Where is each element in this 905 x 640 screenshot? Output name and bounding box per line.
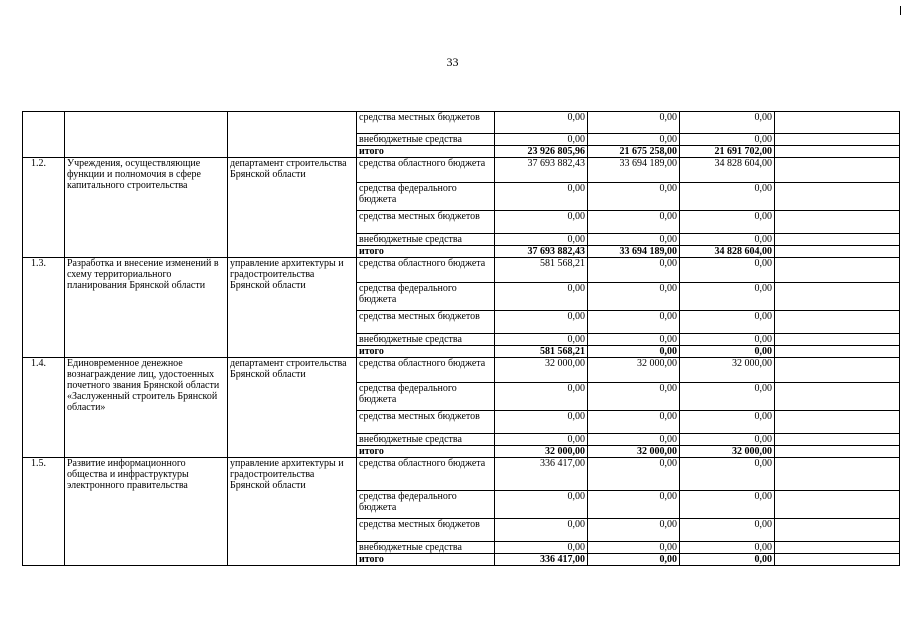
amount-cell: 0,00 [588, 411, 680, 434]
amount-cell: 0,00 [495, 519, 588, 542]
amount-cell: 336 417,00 [495, 458, 588, 491]
funding-source-cell: средства областного бюджета [357, 258, 495, 283]
amount-cell: 23 926 805,96 [495, 146, 588, 158]
funding-source-cell: внебюджетные средства [357, 134, 495, 146]
funding-source-cell: итого [357, 346, 495, 358]
empty-cell [775, 519, 900, 542]
funding-source-cell: средства областного бюджета [357, 458, 495, 491]
amount-cell: 0,00 [588, 519, 680, 542]
funding-source-cell: средства местных бюджетов [357, 519, 495, 542]
amount-cell: 32 000,00 [495, 446, 588, 458]
funding-source-cell: средства федерального бюджета [357, 383, 495, 411]
empty-cell [775, 554, 900, 566]
amount-cell: 0,00 [680, 554, 775, 566]
budget-table [22, 111, 900, 566]
amount-cell: 0,00 [680, 346, 775, 358]
amount-cell: 0,00 [588, 346, 680, 358]
funding-source-cell: средства федерального бюджета [357, 283, 495, 311]
empty-cell [775, 311, 900, 334]
empty-cell [775, 411, 900, 434]
amount-cell: 0,00 [495, 542, 588, 554]
table-row [23, 358, 900, 383]
executor-cell: управление архитектуры и градостроительства Брянской области [228, 458, 357, 566]
amount-cell: 0,00 [588, 183, 680, 211]
amount-cell: 0,00 [588, 542, 680, 554]
amount-cell: 21 691 702,00 [680, 146, 775, 158]
amount-cell: 37 693 882,43 [495, 246, 588, 258]
executor-cell: департамент строительства Брянской области [228, 358, 357, 458]
empty-cell [775, 112, 900, 134]
funding-source-cell: итого [357, 554, 495, 566]
amount-cell: 0,00 [588, 458, 680, 491]
funding-source-cell: средства местных бюджетов [357, 112, 495, 134]
amount-cell: 0,00 [680, 542, 775, 554]
funding-source-cell: средства местных бюджетов [357, 311, 495, 334]
empty-cell [775, 134, 900, 146]
amount-cell: 32 000,00 [680, 358, 775, 383]
amount-cell: 32 000,00 [680, 446, 775, 458]
amount-cell: 0,00 [680, 234, 775, 246]
amount-cell: 37 693 882,43 [495, 158, 588, 183]
table-row [23, 158, 900, 183]
funding-source-cell: средства федерального бюджета [357, 183, 495, 211]
amount-cell: 0,00 [588, 491, 680, 519]
executor-cell: управление архитектуры и градостроительства Брянской области [228, 258, 357, 358]
executor-cell [228, 112, 357, 158]
amount-cell: 0,00 [680, 211, 775, 234]
item-number-cell: 1.4. [23, 358, 65, 458]
amount-cell: 0,00 [680, 458, 775, 491]
funding-source-cell: средства федерального бюджета [357, 491, 495, 519]
item-number-cell: 1.3. [23, 258, 65, 358]
item-name-cell [65, 112, 228, 158]
amount-cell: 0,00 [495, 211, 588, 234]
amount-cell: 0,00 [680, 334, 775, 346]
empty-cell [775, 542, 900, 554]
amount-cell: 581 568,21 [495, 258, 588, 283]
amount-cell: 0,00 [495, 383, 588, 411]
empty-cell [775, 334, 900, 346]
amount-cell: 0,00 [680, 112, 775, 134]
amount-cell: 336 417,00 [495, 554, 588, 566]
amount-cell: 0,00 [588, 234, 680, 246]
amount-cell: 0,00 [680, 491, 775, 519]
empty-cell [775, 183, 900, 211]
amount-cell: 0,00 [588, 383, 680, 411]
amount-cell: 0,00 [588, 311, 680, 334]
empty-cell [775, 491, 900, 519]
item-name-cell: Развитие информационного общества и инфраструктуры электронного правительства [65, 458, 228, 566]
funding-source-cell: внебюджетные средства [357, 334, 495, 346]
table-row [23, 458, 900, 491]
amount-cell: 33 694 189,00 [588, 158, 680, 183]
amount-cell: 0,00 [680, 311, 775, 334]
amount-cell: 34 828 604,00 [680, 158, 775, 183]
executor-cell: департамент строительства Брянской области [228, 158, 357, 258]
funding-source-cell: средства местных бюджетов [357, 211, 495, 234]
funding-source-cell: итого [357, 446, 495, 458]
table-row [23, 258, 900, 283]
item-name-cell: Учреждения, осуществляющие функции и полномочия в сфере капитального строительства [65, 158, 228, 258]
amount-cell: 0,00 [495, 491, 588, 519]
item-number-cell [23, 112, 65, 158]
amount-cell: 0,00 [495, 234, 588, 246]
amount-cell: 0,00 [588, 434, 680, 446]
item-number-cell: 1.5. [23, 458, 65, 566]
funding-source-cell: внебюджетные средства [357, 234, 495, 246]
funding-source-cell: средства областного бюджета [357, 158, 495, 183]
amount-cell: 0,00 [495, 411, 588, 434]
funding-source-cell: итого [357, 246, 495, 258]
amount-cell: 0,00 [495, 434, 588, 446]
funding-source-cell: внебюджетные средства [357, 434, 495, 446]
amount-cell: 0,00 [680, 519, 775, 542]
item-name-cell: Единовременное денежное вознаграждение лиц, удостоенных почетного звания Брянской области «Заслуженный строитель Брянской области» [65, 358, 228, 458]
amount-cell: 33 694 189,00 [588, 246, 680, 258]
table-row [23, 112, 900, 134]
amount-cell: 581 568,21 [495, 346, 588, 358]
empty-cell [775, 446, 900, 458]
amount-cell: 0,00 [495, 112, 588, 134]
amount-cell: 0,00 [680, 434, 775, 446]
amount-cell: 32 000,00 [588, 358, 680, 383]
funding-source-cell: итого [357, 146, 495, 158]
amount-cell: 0,00 [495, 311, 588, 334]
empty-cell [775, 434, 900, 446]
empty-cell [775, 258, 900, 283]
amount-cell: 0,00 [680, 134, 775, 146]
amount-cell: 0,00 [495, 334, 588, 346]
empty-cell [775, 458, 900, 491]
empty-cell [775, 146, 900, 158]
funding-source-cell: средства местных бюджетов [357, 411, 495, 434]
empty-cell [775, 211, 900, 234]
item-number-cell: 1.2. [23, 158, 65, 258]
amount-cell: 0,00 [495, 283, 588, 311]
empty-cell [775, 346, 900, 358]
amount-cell: 0,00 [588, 283, 680, 311]
empty-cell [775, 358, 900, 383]
amount-cell: 0,00 [588, 134, 680, 146]
amount-cell: 32 000,00 [588, 446, 680, 458]
funding-source-cell: средства областного бюджета [357, 358, 495, 383]
amount-cell: 0,00 [588, 112, 680, 134]
amount-cell: 0,00 [680, 383, 775, 411]
amount-cell: 34 828 604,00 [680, 246, 775, 258]
amount-cell: 32 000,00 [495, 358, 588, 383]
funding-source-cell: внебюджетные средства [357, 542, 495, 554]
item-name-cell: Разработка и внесение изменений в схему территориального планирования Брянской области [65, 258, 228, 358]
amount-cell: 0,00 [680, 183, 775, 211]
amount-cell: 21 675 258,00 [588, 146, 680, 158]
amount-cell: 0,00 [588, 334, 680, 346]
empty-cell [775, 158, 900, 183]
amount-cell: 0,00 [588, 258, 680, 283]
page-number: 33 [446, 55, 459, 69]
empty-cell [775, 234, 900, 246]
amount-cell: 0,00 [680, 258, 775, 283]
amount-cell: 0,00 [495, 134, 588, 146]
empty-cell [775, 246, 900, 258]
amount-cell: 0,00 [680, 283, 775, 311]
amount-cell: 0,00 [680, 411, 775, 434]
empty-cell [775, 283, 900, 311]
amount-cell: 0,00 [495, 183, 588, 211]
empty-cell [775, 383, 900, 411]
scan-edge-mark [900, 6, 901, 15]
amount-cell: 0,00 [588, 211, 680, 234]
amount-cell: 0,00 [588, 554, 680, 566]
